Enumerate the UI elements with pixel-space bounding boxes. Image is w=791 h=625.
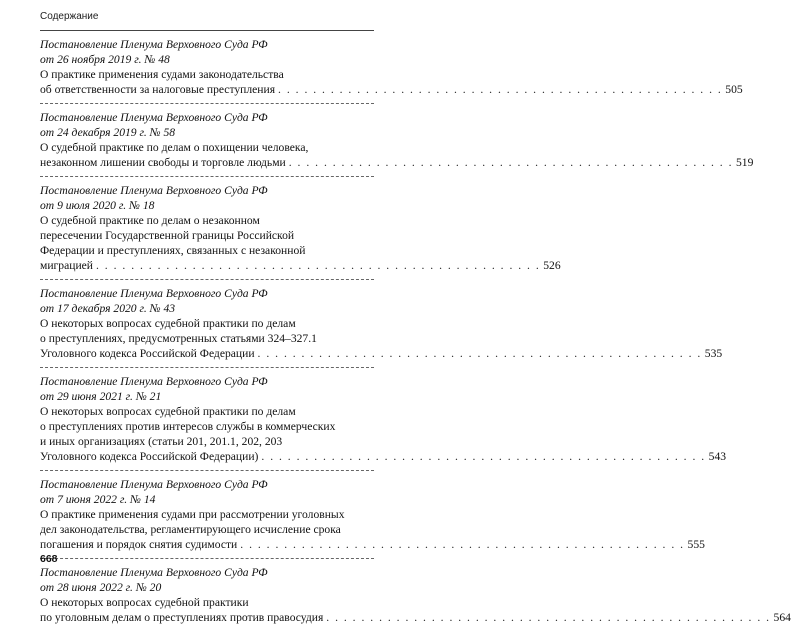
toc-entry [40, 110, 754, 170]
entry-title-line: Постановление Пленума Верховного Суда РФ [40, 566, 268, 579]
entry-last-line [40, 610, 791, 625]
entry-separator [40, 103, 374, 104]
entry-text-line: по уголовным делам о преступлениях против правосудия [40, 611, 324, 624]
dot-leader: . . . . . . . . . . . . . . . . . . . . . . . . . . . . . . . . . . . . . . . . . . . . . . . . . . . [288, 156, 733, 169]
entry-last-line [40, 258, 561, 273]
entry-last-line [40, 82, 743, 97]
entry-title-line: от 9 июля 2020 г. № 18 [40, 199, 155, 212]
entry-text-line: незаконном лишении свободы и торговле людьми [40, 156, 286, 169]
entry-page-number: 505 [725, 83, 743, 96]
entry-text-line: Уголовного кодекса Российской Федерации [40, 347, 255, 360]
dot-leader: . . . . . . . . . . . . . . . . . . . . . . . . . . . . . . . . . . . . . . . . . . . . . . . . . . . [326, 611, 771, 624]
entry-title-line: Постановление Пленума Верховного Суда РФ [40, 38, 268, 51]
dot-leader: . . . . . . . . . . . . . . . . . . . . . . . . . . . . . . . . . . . . . . . . . . . . . . . . . . . [261, 450, 706, 463]
entry-page-number: 555 [687, 538, 705, 551]
toc-entry [40, 374, 727, 464]
entry-text-line: О некоторых вопросах судебной практики по делам [40, 405, 296, 418]
toc-entry [40, 477, 705, 552]
entry-title-line: от 24 декабря 2019 г. № 58 [40, 126, 176, 139]
entry-title-line: от 26 ноября 2019 г. № 48 [40, 53, 170, 66]
entry-separator [40, 279, 374, 280]
entry-separator [40, 176, 374, 177]
toc-entry [40, 37, 743, 97]
entry-text-line: миграцией [40, 259, 93, 272]
entry-text-line: Федерации и преступлениях, связанных с незаконной [40, 244, 306, 257]
entry-text-line: О некоторых вопросах судебной практики по делам [40, 317, 296, 330]
toc-entry [40, 183, 561, 273]
entry-text-line: О некоторых вопросах судебной практики [40, 596, 249, 609]
entry-text-line: о преступлениях против интересов службы в коммерческих [40, 420, 336, 433]
entry-text-line: и иных организациях (статьи 201, 201.1, 202, 203 [40, 435, 283, 448]
running-header: Содержание [40, 11, 99, 22]
dot-leader: . . . . . . . . . . . . . . . . . . . . . . . . . . . . . . . . . . . . . . . . . . . . . . . . . . . [278, 83, 723, 96]
entry-text-line: об ответственности за налоговые преступления [40, 83, 276, 96]
page-number: 668 [40, 553, 58, 565]
toc-entry [40, 286, 723, 361]
toc-entry [40, 565, 791, 625]
entry-last-line [40, 346, 723, 361]
entry-text-line: О практике применения судами законодательства [40, 68, 284, 81]
entry-last-line [40, 155, 754, 170]
entry-separator [40, 470, 374, 471]
entry-title-line: от 7 июня 2022 г. № 14 [40, 493, 156, 506]
entry-title-line: от 17 декабря 2020 г. № 43 [40, 302, 176, 315]
entry-page-number: 526 [543, 259, 561, 272]
entry-title-line: Постановление Пленума Верховного Суда РФ [40, 184, 268, 197]
entry-page-number: 519 [736, 156, 754, 169]
toc-entries [40, 37, 791, 625]
entry-last-line [40, 449, 727, 464]
entry-last-line [40, 537, 705, 552]
entry-separator [40, 558, 374, 559]
entry-text-line: О практике применения судами при рассмотрении уголовных [40, 508, 345, 521]
dot-leader: . . . . . . . . . . . . . . . . . . . . . . . . . . . . . . . . . . . . . . . . . . . . . . . . . . . [240, 538, 685, 551]
entry-page-number: 564 [773, 611, 791, 624]
entry-title-line: Постановление Пленума Верховного Суда РФ [40, 478, 268, 491]
entry-page-number: 535 [704, 347, 723, 360]
entry-page-number: 543 [708, 450, 727, 463]
dot-leader: . . . . . . . . . . . . . . . . . . . . . . . . . . . . . . . . . . . . . . . . . . . . . . . . . . . [96, 259, 541, 272]
entry-title-line: Постановление Пленума Верховного Суда РФ [40, 111, 268, 124]
entry-text-line: О судебной практике по делам о незаконном [40, 214, 260, 227]
header-rule [40, 30, 374, 31]
entry-text-line: пересечении Государственной границы Российской [40, 229, 295, 242]
entry-title-line: Постановление Пленума Верховного Суда РФ [40, 287, 268, 300]
dot-leader: . . . . . . . . . . . . . . . . . . . . . . . . . . . . . . . . . . . . . . . . . . . . . . . . . . . [257, 347, 702, 360]
entry-title-line: от 29 июня 2021 г. № 21 [40, 390, 162, 403]
entry-separator [40, 367, 374, 368]
entry-text-line: погашения и порядок снятия судимости [40, 538, 238, 551]
entry-text-line: дел законодательства, регламентирующего исчисление срока [40, 523, 341, 536]
entry-text-line: О судебной практике по делам о похищении человека, [40, 141, 309, 154]
entry-title-line: от 28 июня 2022 г. № 20 [40, 581, 162, 594]
entry-text-line: Уголовного кодекса Российской Федерации) [40, 450, 259, 463]
entry-title-line: Постановление Пленума Верховного Суда РФ [40, 375, 268, 388]
entry-text-line: о преступлениях, предусмотренных статьями 324–327.1 [40, 332, 317, 345]
